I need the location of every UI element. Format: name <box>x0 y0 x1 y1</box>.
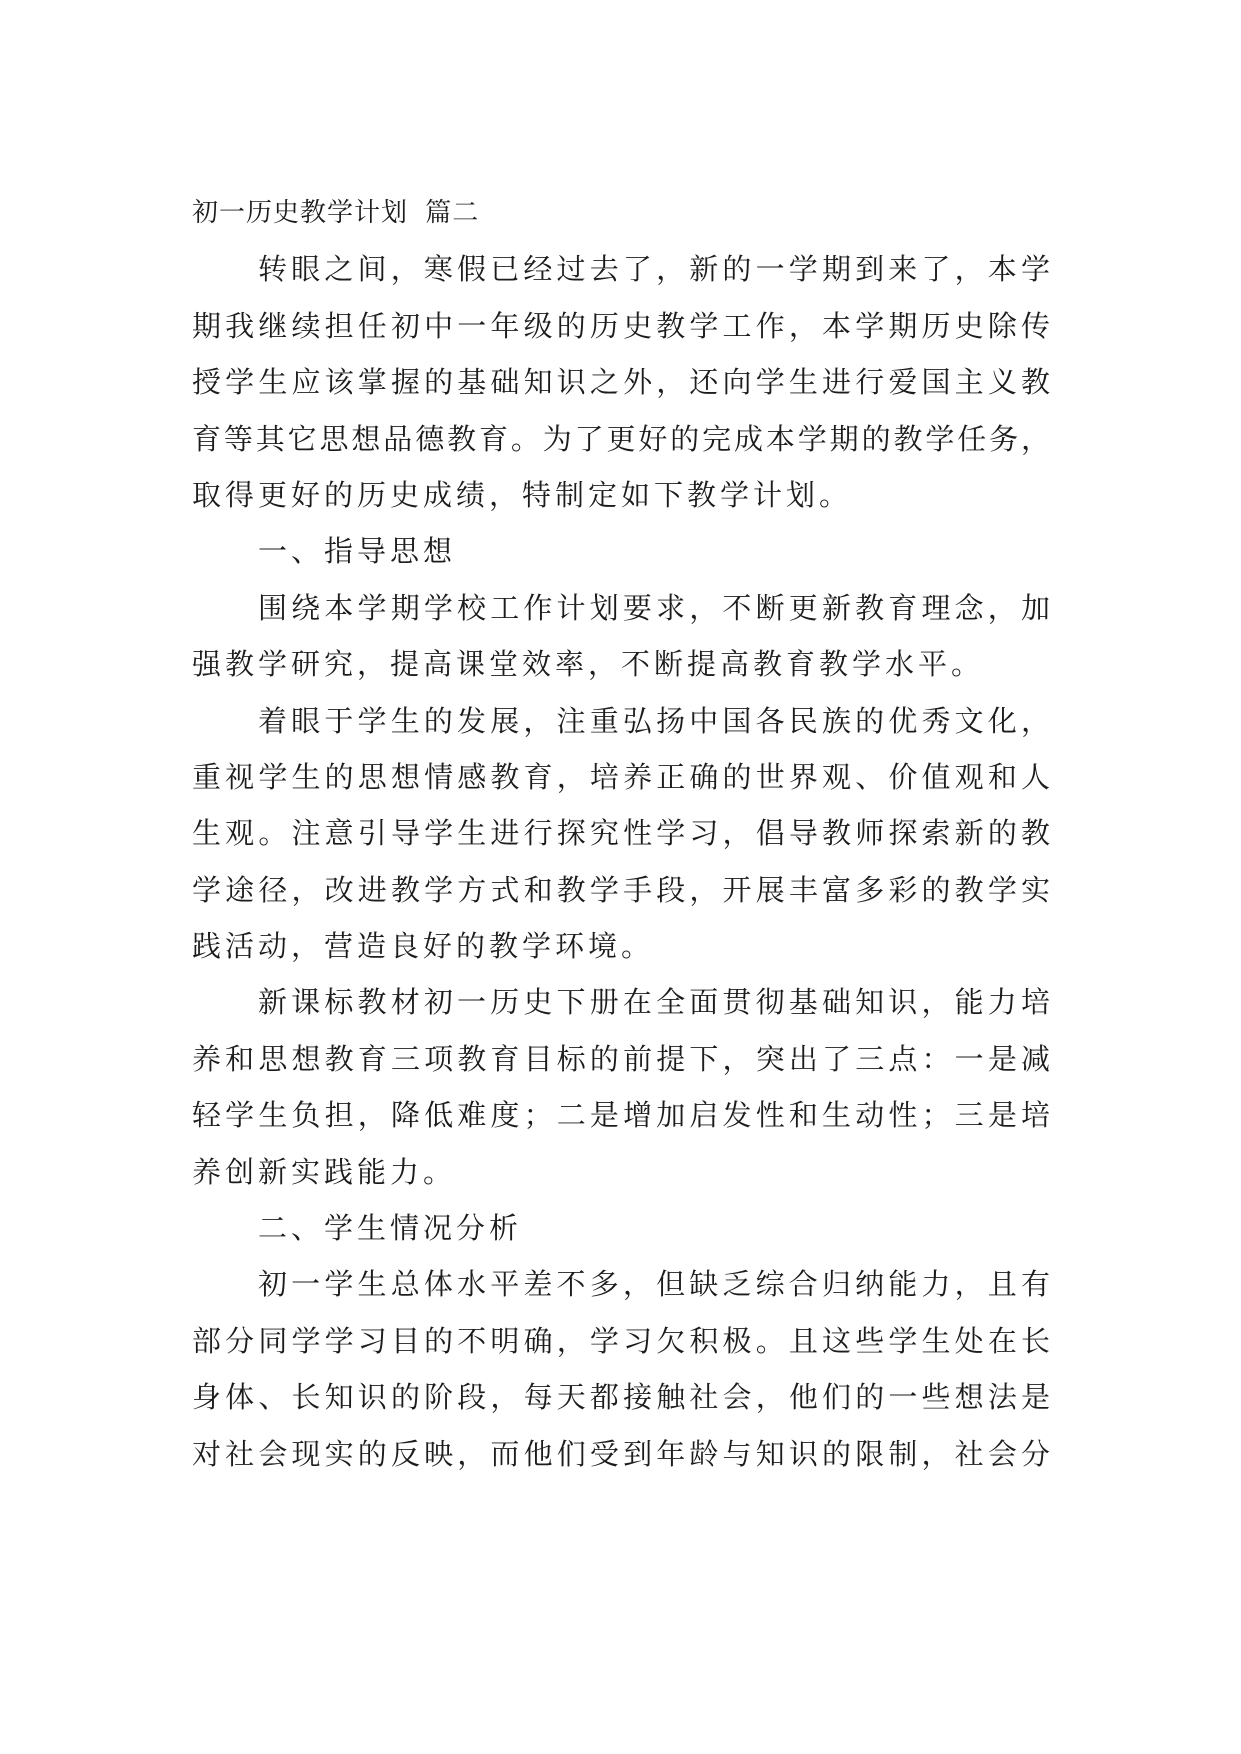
paragraph-line: 强教学研究，提高课堂效率，不断提高教育教学水平。 <box>192 647 985 682</box>
paragraph-guiding-1 <box>192 580 1050 693</box>
paragraph-line: 新课标教材初一历史下册在全面贯彻基础知识，能力培 <box>258 985 1050 1020</box>
paragraph-line: 着眼于学生的发展，注重弘扬中国各民族的优秀文化， <box>258 703 1050 738</box>
paragraph-line: 初一学生总体水平差不多，但缺乏综合归纳能力，且有 <box>258 1267 1050 1302</box>
paragraph-line: 身体、长知识的阶段，每天都接触社会，他们的一些想法是 <box>192 1380 1050 1415</box>
paragraph-line: 对社会现实的反映，而他们受到年龄与知识的限制，社会分 <box>192 1436 1050 1471</box>
section-heading: 一、指导思想 <box>258 534 457 569</box>
paragraph-line: 重视学生的思想情感教育，培养正确的世界观、价值观和人 <box>192 759 1050 794</box>
paragraph-line: 取得更好的历史成绩，特制定如下教学计划。 <box>192 477 853 512</box>
paragraph-guiding-3 <box>192 974 1050 1200</box>
paragraph-line: 期我继续担任初中一年级的历史教学工作，本学期历史除传 <box>192 308 1050 343</box>
paragraph-line: 授学生应该掌握的基础知识之外，还向学生进行爱国主义教 <box>192 365 1050 400</box>
paragraph-guiding-2 <box>192 693 1050 975</box>
paragraph-line: 部分同学学习目的不明确，学习欠积极。且这些学生处在长 <box>192 1323 1050 1358</box>
paragraph-line: 育等其它思想品德教育。为了更好的完成本学期的教学任务， <box>192 421 1050 456</box>
paragraph-line: 围绕本学期学校工作计划要求，不断更新教育理念，加 <box>258 590 1050 625</box>
section-heading: 二、学生情况分析 <box>258 1211 523 1246</box>
paragraph-students <box>192 1256 1050 1482</box>
paragraph-line: 养创新实践能力。 <box>192 1154 457 1189</box>
paragraph-line: 学途径，改进教学方式和教学手段，开展丰富多彩的教学实 <box>192 872 1050 907</box>
paragraph-line: 转眼之间，寒假已经过去了，新的一学期到来了，本学 <box>258 252 1050 287</box>
paragraph-line: 生观。注意引导学生进行探究性学习，倡导教师探索新的教 <box>192 816 1050 851</box>
paragraph-line: 轻学生负担，降低难度；二是增加启发性和生动性；三是培 <box>192 1098 1050 1133</box>
paragraph-intro <box>192 241 1050 523</box>
document-body <box>192 185 1050 1482</box>
document-title: 初一历史教学计划 篇二 <box>192 198 480 228</box>
paragraph-line: 践活动，营造良好的教学环境。 <box>192 929 655 964</box>
paragraph-line: 养和思想教育三项教育目标的前提下，突出了三点：一是减 <box>192 1041 1050 1076</box>
